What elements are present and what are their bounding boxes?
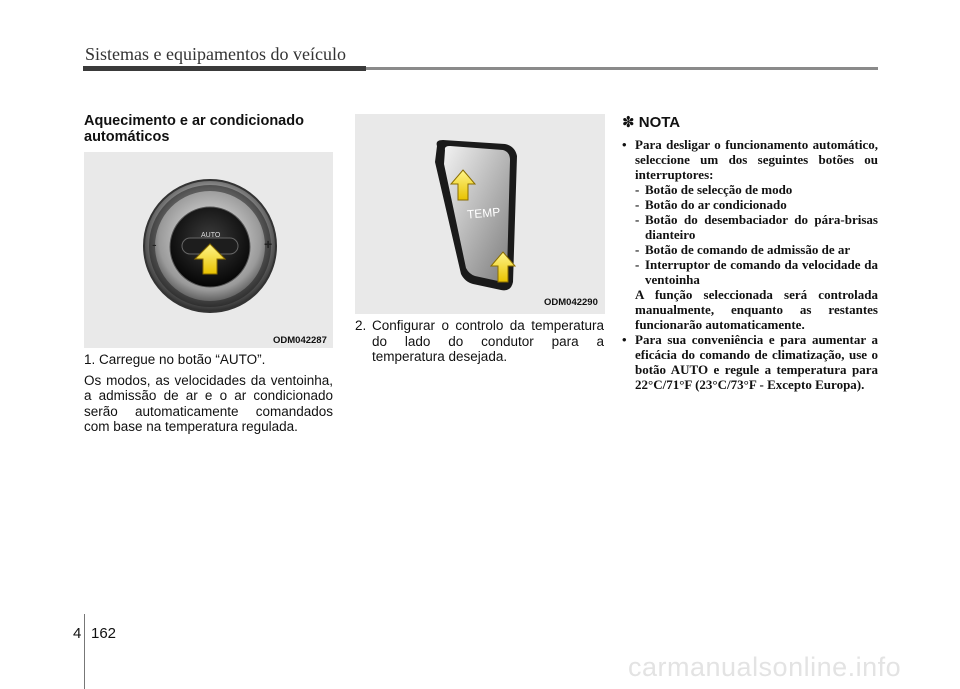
- step-2-number: 2.: [355, 318, 367, 333]
- note-bullet-1-after: A função seleccionada será controlada manualmente, enquanto as restantes funcionarão automaticamente.: [635, 287, 878, 332]
- temp-label: TEMP: [466, 204, 501, 222]
- note-bullet-1-text: Para desligar o funcionamento automático, seleccione um dos seguintes botões ou interruptores:: [635, 137, 878, 182]
- note-title: ✽ NOTA: [622, 114, 681, 131]
- figure-code: ODM042287: [273, 335, 327, 346]
- step-1-paragraph: Os modos, as velocidades da ventoinha, a admissão de ar e o ar condicionado serão automaticamente comandados com base na temperatura regulada.: [84, 372, 333, 434]
- bullet-mark: •: [622, 137, 627, 152]
- note-bullet-2-text: Para sua conveniência e para aumentar a eficácia do comando de climatização, use o botão AUTO e regule a temperatura para 22°C/71°F (23°C/73°F - Excepto Europa).: [635, 332, 878, 392]
- step-2-block: [355, 318, 604, 365]
- header-rule-accent: [83, 66, 366, 71]
- page-header-title: Sistemas e equipamentos do veículo: [85, 44, 346, 64]
- step-1-text: 1. Carregue no botão “AUTO”.: [84, 352, 266, 367]
- figure-code: ODM042290: [544, 297, 598, 308]
- auto-label: AUTO: [201, 232, 221, 239]
- section-title: Aquecimento e ar condicionado automáticos: [84, 113, 304, 145]
- plus-label: +: [264, 236, 273, 252]
- step-2-text: Configurar o controlo da temperatura do lado do condutor para a temperatura desejada.: [372, 318, 604, 364]
- figure-temp-switch: [355, 114, 605, 314]
- note-subitem: - Botão de selecção de modo: [635, 182, 793, 197]
- note-bullet-1: [622, 137, 878, 182]
- auto-knob-illustration: [84, 152, 333, 348]
- temp-switch-illustration: [355, 114, 605, 314]
- note-subitem: - Botão do ar condicionado: [635, 197, 787, 212]
- figure-auto-button: [84, 152, 333, 348]
- chapter-number: 4: [73, 625, 82, 642]
- note-box: [622, 113, 878, 392]
- minus-label: -: [152, 236, 157, 252]
- section-heading-block: [84, 113, 334, 145]
- page-number: 162: [91, 625, 117, 642]
- note-subitem: - Interruptor de comando da velocidade da ventoinha: [635, 257, 878, 287]
- footer-divider: [84, 614, 85, 689]
- bullet-mark: •: [622, 332, 627, 347]
- step-1-block: [84, 352, 333, 435]
- note-subitem: - Botão de comando de admissão de ar: [635, 242, 851, 257]
- note-subitem: - Botão do desembaciador do pára-brisas dianteiro: [635, 212, 878, 242]
- note-bullet-2: [622, 332, 878, 392]
- note-body: [622, 137, 878, 392]
- watermark: carmanualsonline.info: [628, 652, 902, 682]
